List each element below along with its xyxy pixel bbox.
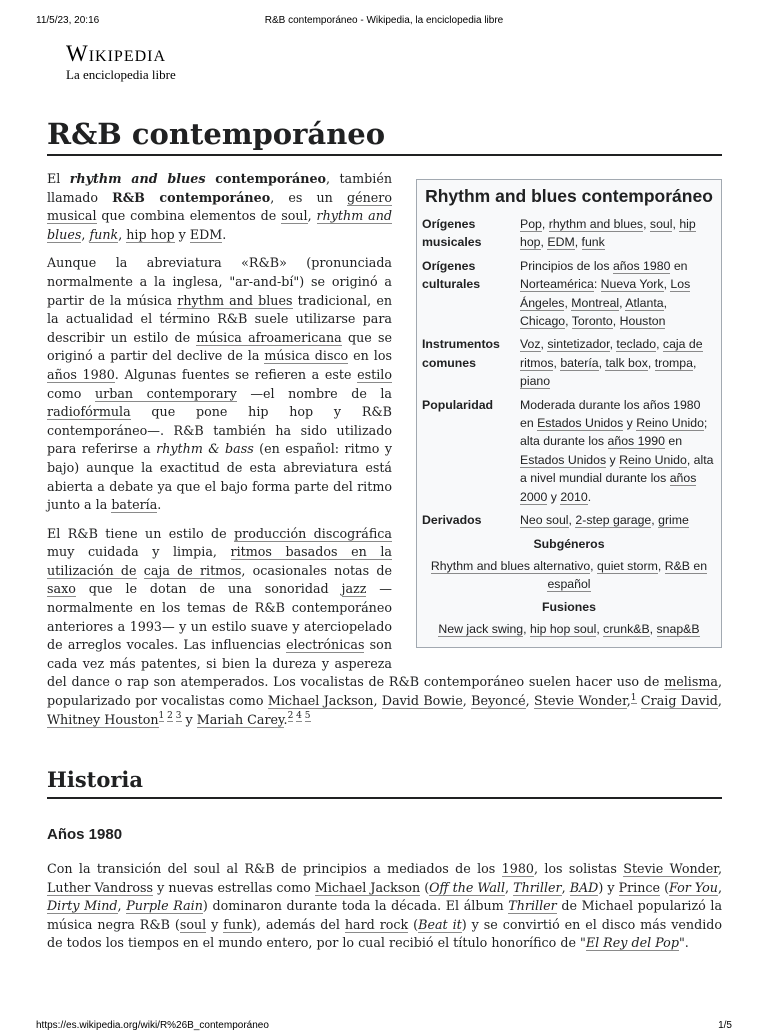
infobox-text: y [606,452,620,467]
link-urban-contemporary[interactable]: urban contemporary [94,385,237,401]
text: tradicional, en la actualidad el término R&B suele utilizarse para describir un estilo de [47,292,393,345]
infobox-link[interactable]: Chicago [520,314,566,329]
infobox-link[interactable]: Montreal [571,295,620,310]
infobox-link[interactable]: hip hop soul [530,622,597,637]
infobox-fusions [422,620,716,638]
infobox-link[interactable]: teclado [616,337,657,352]
link-bad[interactable] [570,880,599,896]
infobox-link[interactable]: 2-step garage [575,513,652,528]
text: —normalmente en los temas de R&B contemporáneo anteriores a 1993— y un estilo suave y aterciopelado de arreglos vocales. Las influencias [47,581,392,653]
link-thriller[interactable] [513,880,561,896]
infobox-link[interactable]: rhythm and blues [548,217,644,231]
text: ) dominaron durante toda la década. El álbum [202,898,509,914]
link-dirty-mind[interactable] [47,898,118,914]
link-produccion-discografica[interactable]: producción discográfica [234,525,392,541]
link-soul[interactable]: soul [281,208,308,224]
text: como [47,385,95,401]
infobox-text: : [593,277,601,292]
print-page-title: R&B contemporáneo - Wikipedia, la enciclopedia libre [264,15,504,26]
infobox-link[interactable]: grime [658,513,689,528]
infobox-text: y [547,489,561,504]
infobox-text: , [619,295,626,310]
history-paragraph-1 [47,860,722,953]
text: , [505,879,514,895]
infobox-link[interactable]: Rhythm and blues alternativo [430,558,591,573]
link-mariah-carey[interactable]: Mariah Carey [196,711,284,727]
link-beat-it[interactable] [418,917,462,933]
infobox-text: , [565,314,572,329]
subsection-heading-anos-1980: Años 1980 [47,826,123,843]
infobox-text: , [564,295,572,310]
infobox-text: , [656,337,663,352]
infobox-text: . [587,489,592,504]
infobox-rows [422,215,716,530]
link-off-the-wall[interactable] [429,880,505,896]
infobox-text: Moderada durante los años 1980 en [520,397,701,431]
infobox-link[interactable]: batería [560,355,599,370]
infobox-link[interactable]: Voz [520,337,541,352]
infobox-text: , [647,355,655,370]
text: ), además del [252,916,345,932]
infobox-link[interactable]: Atlanta [625,295,664,310]
text: , los solistas [533,861,624,876]
link-bateria[interactable]: batería [111,497,158,513]
infobox-link[interactable]: Reino Unido [619,452,687,467]
text: , es un [270,189,347,205]
link-hip-hop[interactable]: hip hop [126,226,175,242]
text: , [117,898,127,914]
infobox-text: en [664,434,683,449]
infobox-text: , [540,337,548,352]
infobox-text: , [692,355,697,370]
infobox-link[interactable]: funk [581,235,605,250]
infobox-text: , [609,337,617,352]
infobox-row-value [520,396,716,506]
text: , ocasionales notas de [241,562,392,578]
infobox-link[interactable]: R&B en español [547,558,708,592]
link-anos-1980[interactable]: años 1980 [47,366,115,382]
article-body [47,170,722,739]
text: ( [408,916,419,932]
infobox-text: , [541,217,549,231]
text: , [462,693,472,709]
link-beyonce[interactable]: Beyoncé [471,693,526,709]
infobox-row-value [520,511,716,529]
infobox-link[interactable]: 2010 [560,489,588,504]
section-heading-historia: Historia [47,766,722,799]
link-el-rey-del-pop[interactable] [586,935,679,951]
link-craig-david[interactable]: Craig David [640,693,718,709]
text: , también llamado [47,171,393,205]
infobox-row-label: Popularidad [422,397,494,412]
infobox-link[interactable]: hip hop [520,217,696,250]
link-saxo[interactable]: saxo [47,581,76,597]
text: , [717,879,723,895]
text: , [525,693,535,709]
text: y [181,711,197,727]
link-funk[interactable]: funk [223,916,253,932]
infobox-text: , [657,558,665,573]
footnote-ref[interactable]: 4 [296,711,302,722]
text: , [561,879,570,895]
link-text: Purple Rain [126,898,203,914]
link-jazz[interactable]: jazz [341,581,367,597]
infobox-link[interactable]: quiet storm [597,558,658,573]
text: muy cuidada y limpia, [47,544,231,560]
text: que pone hip hop y R&B contemporáneo—. R&B también ha sido utilizado para referirse a [47,404,392,457]
infobox-link[interactable]: EDM [547,235,575,250]
link-luther-vandross[interactable]: Luther Vandross [47,879,154,895]
infobox-link[interactable]: trompa [654,355,693,370]
footnote-ref[interactable]: 1 [630,692,637,703]
infobox-link[interactable]: caja de ritmos [520,337,703,370]
infobox-text: , [663,295,668,310]
footnote-ref[interactable]: 2 [287,711,294,722]
infobox-row [422,511,716,529]
text: que combina elementos de [96,208,282,224]
footnote-ref[interactable]: 2 [167,711,173,722]
infobox-row-label: Derivados [422,513,482,528]
infobox-link[interactable]: sintetizador [547,337,610,352]
infobox-subgenres-title: Subgéneros [533,536,605,551]
link-text: funk [89,226,119,242]
link-michael-jackson[interactable]: Michael Jackson [267,693,374,709]
text: de Michael popularizó la música negra R&B ( [47,898,723,932]
footnote-ref[interactable]: 5 [304,711,311,722]
text: . Algunas fuentes se refieren a este [114,366,358,382]
link-electronicas[interactable]: electrónicas [286,637,365,653]
infobox [416,179,722,648]
text: . [222,226,227,242]
text: , [717,693,722,709]
link-text: El Rey del Pop [585,935,679,951]
print-url: https://es.wikipedia.org/wiki/R%26B_contemporáneo [36,1020,269,1031]
text: y nuevas estrellas como [153,879,315,895]
infobox-fusions-title: Fusiones [542,599,596,614]
infobox-text: , [643,217,650,231]
text: (en español: ritmo y bajo) aunque la exactitud de esta abreviatura está abierta a debate ya que el bajo forma parte del ritmo junto a la [47,441,392,513]
infobox-link[interactable]: talk box [605,355,648,370]
text: que se originó a partir del declive de la [47,329,393,364]
link-stevie-wonder[interactable]: Stevie Wonder [534,693,627,709]
text: El R&B tiene un estilo de [47,525,235,541]
text: Con la transición del soul al R&B de principios a mediados de los [47,861,502,876]
infobox-link[interactable]: Estados Unidos [537,416,624,431]
infobox-text: , [523,622,530,637]
link-whitney-houston[interactable]: Whitney Houston [47,711,159,727]
infobox-link[interactable]: Neo soul [520,513,569,528]
text: —el nombre de la [236,385,392,401]
infobox-text: y [623,416,637,431]
text-bold: R&B contemporáneo [112,189,271,205]
infobox-link[interactable]: Reino Unido [636,416,704,431]
infobox-text: , [663,277,671,292]
text [137,563,144,578]
infobox-link[interactable]: snap&B [656,622,700,637]
link-text: Off the Wall [429,879,506,895]
text: y [206,916,224,932]
link-for-you[interactable] [669,880,718,896]
text: , [81,226,90,242]
text: ) y [598,879,619,895]
link-melisma[interactable]: melisma [664,674,718,690]
link-text: Beat it [418,916,462,932]
link-genero-musical[interactable]: género musical [47,189,392,224]
text: son cada vez más patentes, si bien la dureza y aspereza del dance o rap son atemperados. Los vocalistas de R&B contemporáneo suelen hacer uso de [47,637,665,690]
text: El [47,171,70,186]
text: que le dotan de una sonoridad [75,581,342,597]
link-musica-afroamericana[interactable]: música afroamericana [196,329,342,345]
text-bold: contemporáneo [205,171,327,186]
infobox-subgenres [422,557,716,594]
link-purple-rain[interactable] [126,898,203,914]
link-1980[interactable]: 1980 [501,861,534,876]
infobox-text: en [670,258,688,273]
text: . [283,711,288,727]
infobox-row-value [520,215,716,252]
text: y [174,226,190,242]
infobox-row-value [520,257,716,331]
infobox-link[interactable]: años 1980 [612,258,671,273]
infobox-text: , [574,235,582,250]
link-stevie-wonder[interactable]: Stevie Wonder [623,861,718,876]
link-thriller-album[interactable] [508,898,556,914]
link-rhythm-and-blues[interactable]: rhythm and blues [177,292,293,308]
infobox-row [422,257,716,331]
infobox-link[interactable]: crunk&B [603,622,650,637]
infobox-row [422,396,716,506]
text: en los [348,348,392,364]
infobox-text: , [590,558,598,573]
infobox-text: , [612,314,620,329]
infobox-link[interactable]: Pop [520,217,542,231]
infobox-link[interactable]: años 1990 [607,434,665,449]
link-david-bowie[interactable]: David Bowie [381,693,463,709]
footnote-ref[interactable]: 1 [158,711,165,722]
infobox-text: , [651,513,659,528]
infobox-link[interactable]: Houston [619,314,666,329]
infobox-link[interactable]: Nueva York [600,277,664,292]
infobox-text: Principios de los [520,258,613,273]
link-prince[interactable]: Prince [618,879,661,895]
infobox-link[interactable]: piano [520,374,551,389]
link-text: Thriller [513,879,562,895]
logo-wordmark-text: Wikipedia [66,41,167,66]
wikipedia-logo[interactable] [66,42,176,83]
infobox-row-label: Instrumentos comunes [422,337,500,370]
link-text: rhythm and blues [47,208,392,242]
link-musica-disco[interactable]: música disco [264,348,349,364]
link-text: Thriller [508,898,557,914]
text: Aunque la abreviatura «R&B» (pronunciada normalmente a la inglesa, "ar-and-bí") se originó a partir de la música [47,255,392,308]
print-datetime: 11/5/23, 20:16 [36,15,100,26]
infobox-title: Rhythm and blues contemporáneo [425,186,713,206]
text: , [717,861,722,876]
infobox-link[interactable]: Los Ángeles [520,277,691,310]
text-bold-italic: rhythm and blues [69,171,206,186]
infobox-text: , alta a nivel mundial durante los [520,452,714,486]
link-text: For You [669,879,718,895]
link-estilo[interactable]: estilo [357,366,392,382]
link-soul[interactable]: soul [179,916,207,932]
text-italic: rhythm & bass [156,441,254,457]
text: ) y se convirtió en el disco más vendido de todos los tiempos en el mundo entero, por lo cual recibió el título honorífico de " [47,916,723,951]
infobox-text: , [596,622,604,637]
text: . [157,497,162,513]
infobox-text: , [568,513,576,528]
print-page-number: 1/5 [718,1020,732,1031]
infobox-text: , [672,217,680,231]
infobox-link[interactable]: New jack swing [438,622,524,637]
infobox-link[interactable]: Norteamérica [520,277,594,292]
infobox-row [422,215,716,252]
link-caja-de-ritmos[interactable]: caja de ritmos [143,562,242,578]
link-radioformula[interactable]: radiofórmula [47,404,131,420]
logo-wordmark [66,42,176,66]
infobox-row [422,335,716,390]
infobox-row-label: Orígenes musicales [422,217,482,250]
infobox-text: , [540,235,548,250]
link-ritmos-basados[interactable]: ritmos basados en la utilización de [47,544,392,578]
text: , popularizado por vocalistas como [47,674,722,709]
link-edm[interactable]: EDM [189,226,223,242]
infobox-text: , [598,355,606,370]
link-funk[interactable] [89,227,118,243]
link-text: BAD [569,879,599,895]
infobox-row-label: Orígenes culturales [422,258,481,292]
page-title: R&B contemporáneo [47,116,722,156]
link-text: Dirty Mind [47,898,118,914]
text: , [626,693,631,709]
text: ( [420,879,430,895]
text: , [118,226,127,242]
infobox-text: , [649,622,657,637]
infobox-text: , [553,355,561,370]
infobox-link[interactable]: Estados Unidos [520,452,607,467]
text: , [373,693,382,709]
infobox-link[interactable]: soul [649,217,673,231]
text: , [307,208,317,224]
infobox-link[interactable]: Toronto [571,314,613,329]
link-michael-jackson[interactable]: Michael Jackson [314,879,421,895]
logo-tagline: La enciclopedia libre [66,67,176,82]
text: ". [678,935,689,951]
infobox-text: ; alta durante los [520,416,708,449]
link-hard-rock[interactable]: hard rock [344,916,409,932]
text: ( [660,879,670,895]
infobox-link[interactable]: años 2000 [520,471,697,504]
infobox-row-value [520,335,716,390]
footnote-ref[interactable]: 3 [175,711,182,722]
